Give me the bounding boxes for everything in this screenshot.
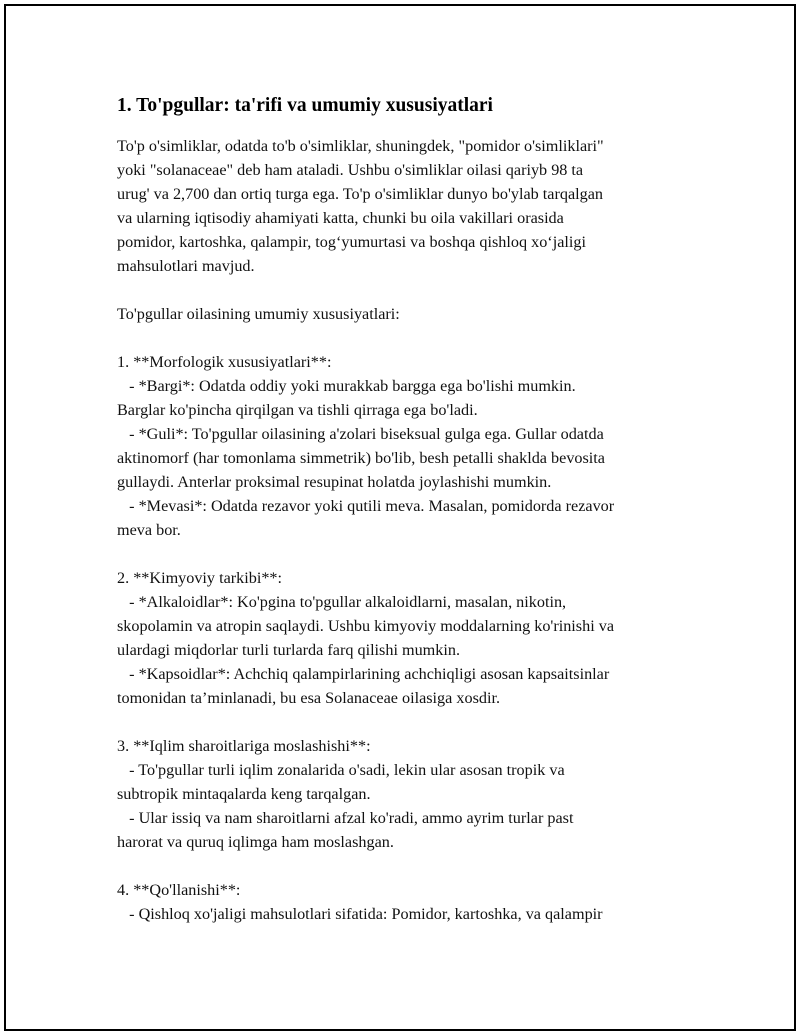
spacer bbox=[117, 326, 687, 350]
spacer bbox=[117, 854, 687, 878]
section-usage: 4. **Qo'llanishi**: - Qishloq xo'jaligi mahsulotlari sifatida: Pomidor, kartoshka, va qalampir bbox=[117, 881, 603, 923]
page-title: 1. To'pgullar: ta'rifi va umumiy xususiyatlari bbox=[117, 95, 493, 116]
section-chemistry: 2. **Kimyoviy tarkibi**: - *Alkaloidlar*: Ko'pgina to'pgullar alkaloidlarni, masalan, nikotin, skopolamin va atropin saqlaydi. Ushbu kimyoviy moddalarning ko'rinishi va ulardagi miqdorlar turli turlarda farq qilishi mumkin. - *Kapsoidlar*: Achchiq qalampirlarining achchiqligi asosan kapsaitsinlar tomonidan ta’minlanadi, bu esa Solanaceae oilasiga xosdir. bbox=[117, 569, 615, 707]
document-body bbox=[117, 92, 687, 926]
intro-paragraph: To'p o'simliklar, odatda to'b o'simliklar, shuningdek, "pomidor o'simliklari" yoki "solanaceae" deb ham ataladi. Ushbu o'simliklar oilasi qariyb 98 ta urug' va 2,700 dan ortiq turga ega. To'p o'simliklar dunyo bo'ylab tarqalgan va ularning iqtisodiy ahamiyati katta, chunki bu oila vakillari orasida pomidor, kartoshka, qalampir, tog‘yumurtasi va boshqa qishloq xo‘jaligi mahsulotlari mavjud. bbox=[117, 137, 604, 275]
spacer bbox=[117, 542, 687, 566]
section-climate: 3. **Iqlim sharoitlariga moslashishi**: - To'pgullar turli iqlim zonalarida o'sadi, lekin ular asosan tropik va subtropik mintaqalarda keng tarqalgan. - Ular issiq va nam sharoitlarni afzal ko'radi, ammo ayrim turlar past harorat va quruq iqlimga ham moslashgan. bbox=[117, 737, 574, 851]
spacer bbox=[117, 278, 687, 302]
spacer bbox=[117, 710, 687, 734]
subheading: To'pgullar oilasining umumiy xususiyatlari: bbox=[117, 305, 400, 323]
section-morphology: 1. **Morfologik xususiyatlari**: - *Bargi*: Odatda oddiy yoki murakkab bargga ega bo'lishi mumkin. Barglar ko'pincha qirqilgan va tishli qirraga ega bo'ladi. - *Guli*: To'pgullar oilasining a'zolari biseksual gulga ega. Gullar odatda aktinomorf (har tomonlama simmetrik) bo'lib, besh petalli shaklda bevosita gullaydi. Anterlar proksimal resupinat holatda joylashishi mumkin. - *Mevasi*: Odatda rezavor yoki qutili meva. Masalan, pomidorda rezavor meva bor. bbox=[117, 353, 615, 539]
